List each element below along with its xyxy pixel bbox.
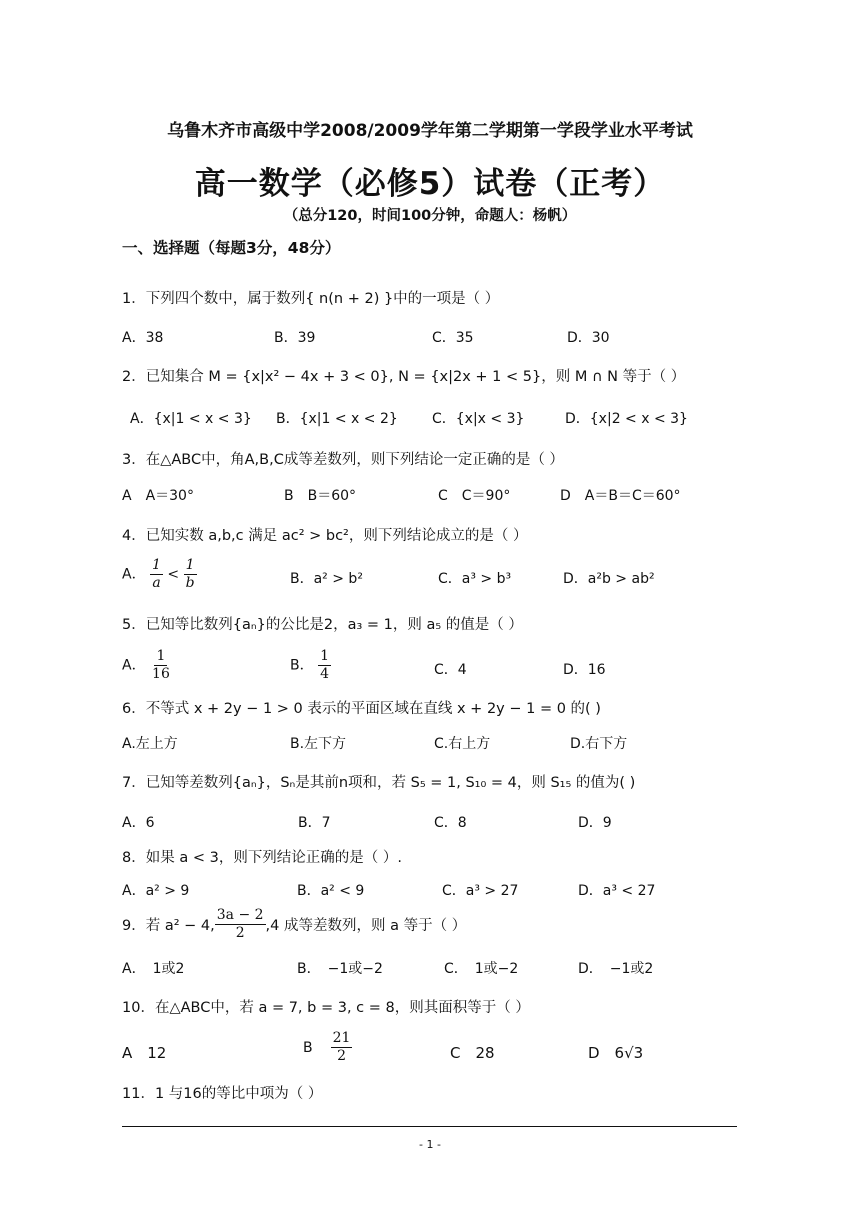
q6-option-a: A.左上方 [122, 736, 178, 752]
q3-option-a: A A＝30° [122, 488, 194, 504]
question-1: 1．下列四个数中，属于数列{ n(n + 2) }中的一项是（ ） [122, 291, 500, 307]
q2-option-d: D．{x|2 < x < 3} [565, 411, 688, 427]
q9-fraction: $\frac{3a - 2}{2}$ [216, 907, 264, 941]
q4-option-d: D．a²b > ab² [563, 571, 655, 587]
q9-option-c: C． 1或−2 [444, 961, 519, 977]
q1-option-a: A．38 [122, 330, 164, 346]
question-7: 7．已知等差数列{aₙ}，Sₙ是其前n项和，若 S₅ = 1, S₁₀ = 4，则 S₁₅ 的值为( ) [122, 775, 636, 791]
question-6: 6．不等式 x + 2y − 1 > 0 表示的平面区域在直线 x + 2y − 1 = 0 的( ) [122, 701, 601, 717]
q7-option-d: D．9 [578, 815, 612, 831]
question-2: 2．已知集合 M = {x|x² − 4x + 3 < 0}, N = {x|2x + 1 < 5}，则 M ∩ N 等于（ ） [122, 369, 686, 385]
school-exam-line: 乌鲁木齐市高级中学2008/2009学年第二学期第一学段学业水平考试 [167, 121, 693, 141]
q1-option-d: D．30 [567, 330, 610, 346]
q10-option-c: C 28 [450, 1044, 495, 1062]
page-title: 高一数学（必修5）试卷（正考） [194, 166, 666, 202]
q5-option-c: C．4 [434, 662, 467, 678]
q6-option-b: B.左下方 [290, 736, 347, 752]
q4-fraction-2: $\frac{1}{b}$ [185, 557, 195, 591]
q7-option-c: C．8 [434, 815, 467, 831]
q8-option-d: D．a³ < 27 [578, 883, 656, 899]
q2-option-c: C．{x|x < 3} [432, 411, 525, 427]
question-5: 5．已知等比数列{aₙ}的公比是2，a₃ = 1，则 a₅ 的值是（ ） [122, 617, 523, 633]
q7-option-b: B．7 [298, 815, 331, 831]
q1-option-b: B．39 [274, 330, 316, 346]
q5-option-d: D．16 [563, 662, 606, 678]
question-4: 4．已知实数 a,b,c 满足 ac² > bc²，则下列结论成立的是（ ） [122, 528, 528, 544]
q10-option-d: D 6√3 [588, 1044, 644, 1062]
q10-fraction: $\frac{21}{2}$ [332, 1030, 351, 1064]
exam-info: （总分120，时间100分钟，命题人：杨帆） [283, 208, 577, 224]
q5-option-a: A． $\frac{1}{16}$ [122, 648, 170, 682]
footer-rule [122, 1126, 737, 1127]
question-9: 9．若 a² − 4, $\frac{3a - 2}{2}$ ,4 成等差数列，则 a 等于（ ） [122, 907, 467, 941]
q6-option-d: D.右下方 [570, 736, 628, 752]
q5-fraction-a: $\frac{1}{16}$ [152, 648, 170, 682]
q8-option-b: B．a² < 9 [297, 883, 365, 899]
question-11: 11．1 与16的等比中项为（ ） [122, 1086, 323, 1102]
q10-option-b: B $\frac{21}{2}$ [303, 1030, 351, 1064]
q1-option-c: C．35 [432, 330, 474, 346]
q9-option-d: D． −1或2 [578, 961, 654, 977]
q8-option-a: A．a² > 9 [122, 883, 190, 899]
q9-option-a: A． 1或2 [122, 961, 185, 977]
q6-option-c: C.右上方 [434, 736, 491, 752]
q2-option-b: B．{x|1 < x < 2} [276, 411, 398, 427]
q10-option-a: A 12 [122, 1044, 167, 1062]
q3-option-b: B B＝60° [284, 488, 357, 504]
question-3: 3．在△ABC中，角A,B,C成等差数列，则下列结论一定正确的是（ ） [122, 452, 564, 468]
q4-option-b: B．a² > b² [290, 571, 363, 587]
q4-option-a: A． $\frac{1}{a}$ < $\frac{1}{b}$ [122, 557, 195, 591]
q9-option-b: B． −1或−2 [297, 961, 383, 977]
q4-fraction-1: $\frac{1}{a}$ [152, 557, 161, 591]
q2-option-a: A．{x|1 < x < 3} [130, 411, 252, 427]
q7-option-a: A．6 [122, 815, 155, 831]
q3-option-d: D A＝B＝C＝60° [560, 488, 681, 504]
q3-option-c: C C＝90° [438, 488, 511, 504]
page-number: - 1 - [419, 1138, 441, 1151]
q5-fraction-b: $\frac{1}{4}$ [320, 648, 329, 682]
question-8: 8．如果 a < 3，则下列结论正确的是（ ）. [122, 850, 403, 866]
q8-option-c: C．a³ > 27 [442, 883, 519, 899]
q4-option-c: C．a³ > b³ [438, 571, 512, 587]
q5-option-b: B． $\frac{1}{4}$ [290, 648, 329, 682]
question-10: 10．在△ABC中，若 a = 7, b = 3, c = 8，则其面积等于（ ） [122, 1000, 530, 1016]
section-heading: 一、选择题（每题3分，48分） [122, 239, 341, 257]
